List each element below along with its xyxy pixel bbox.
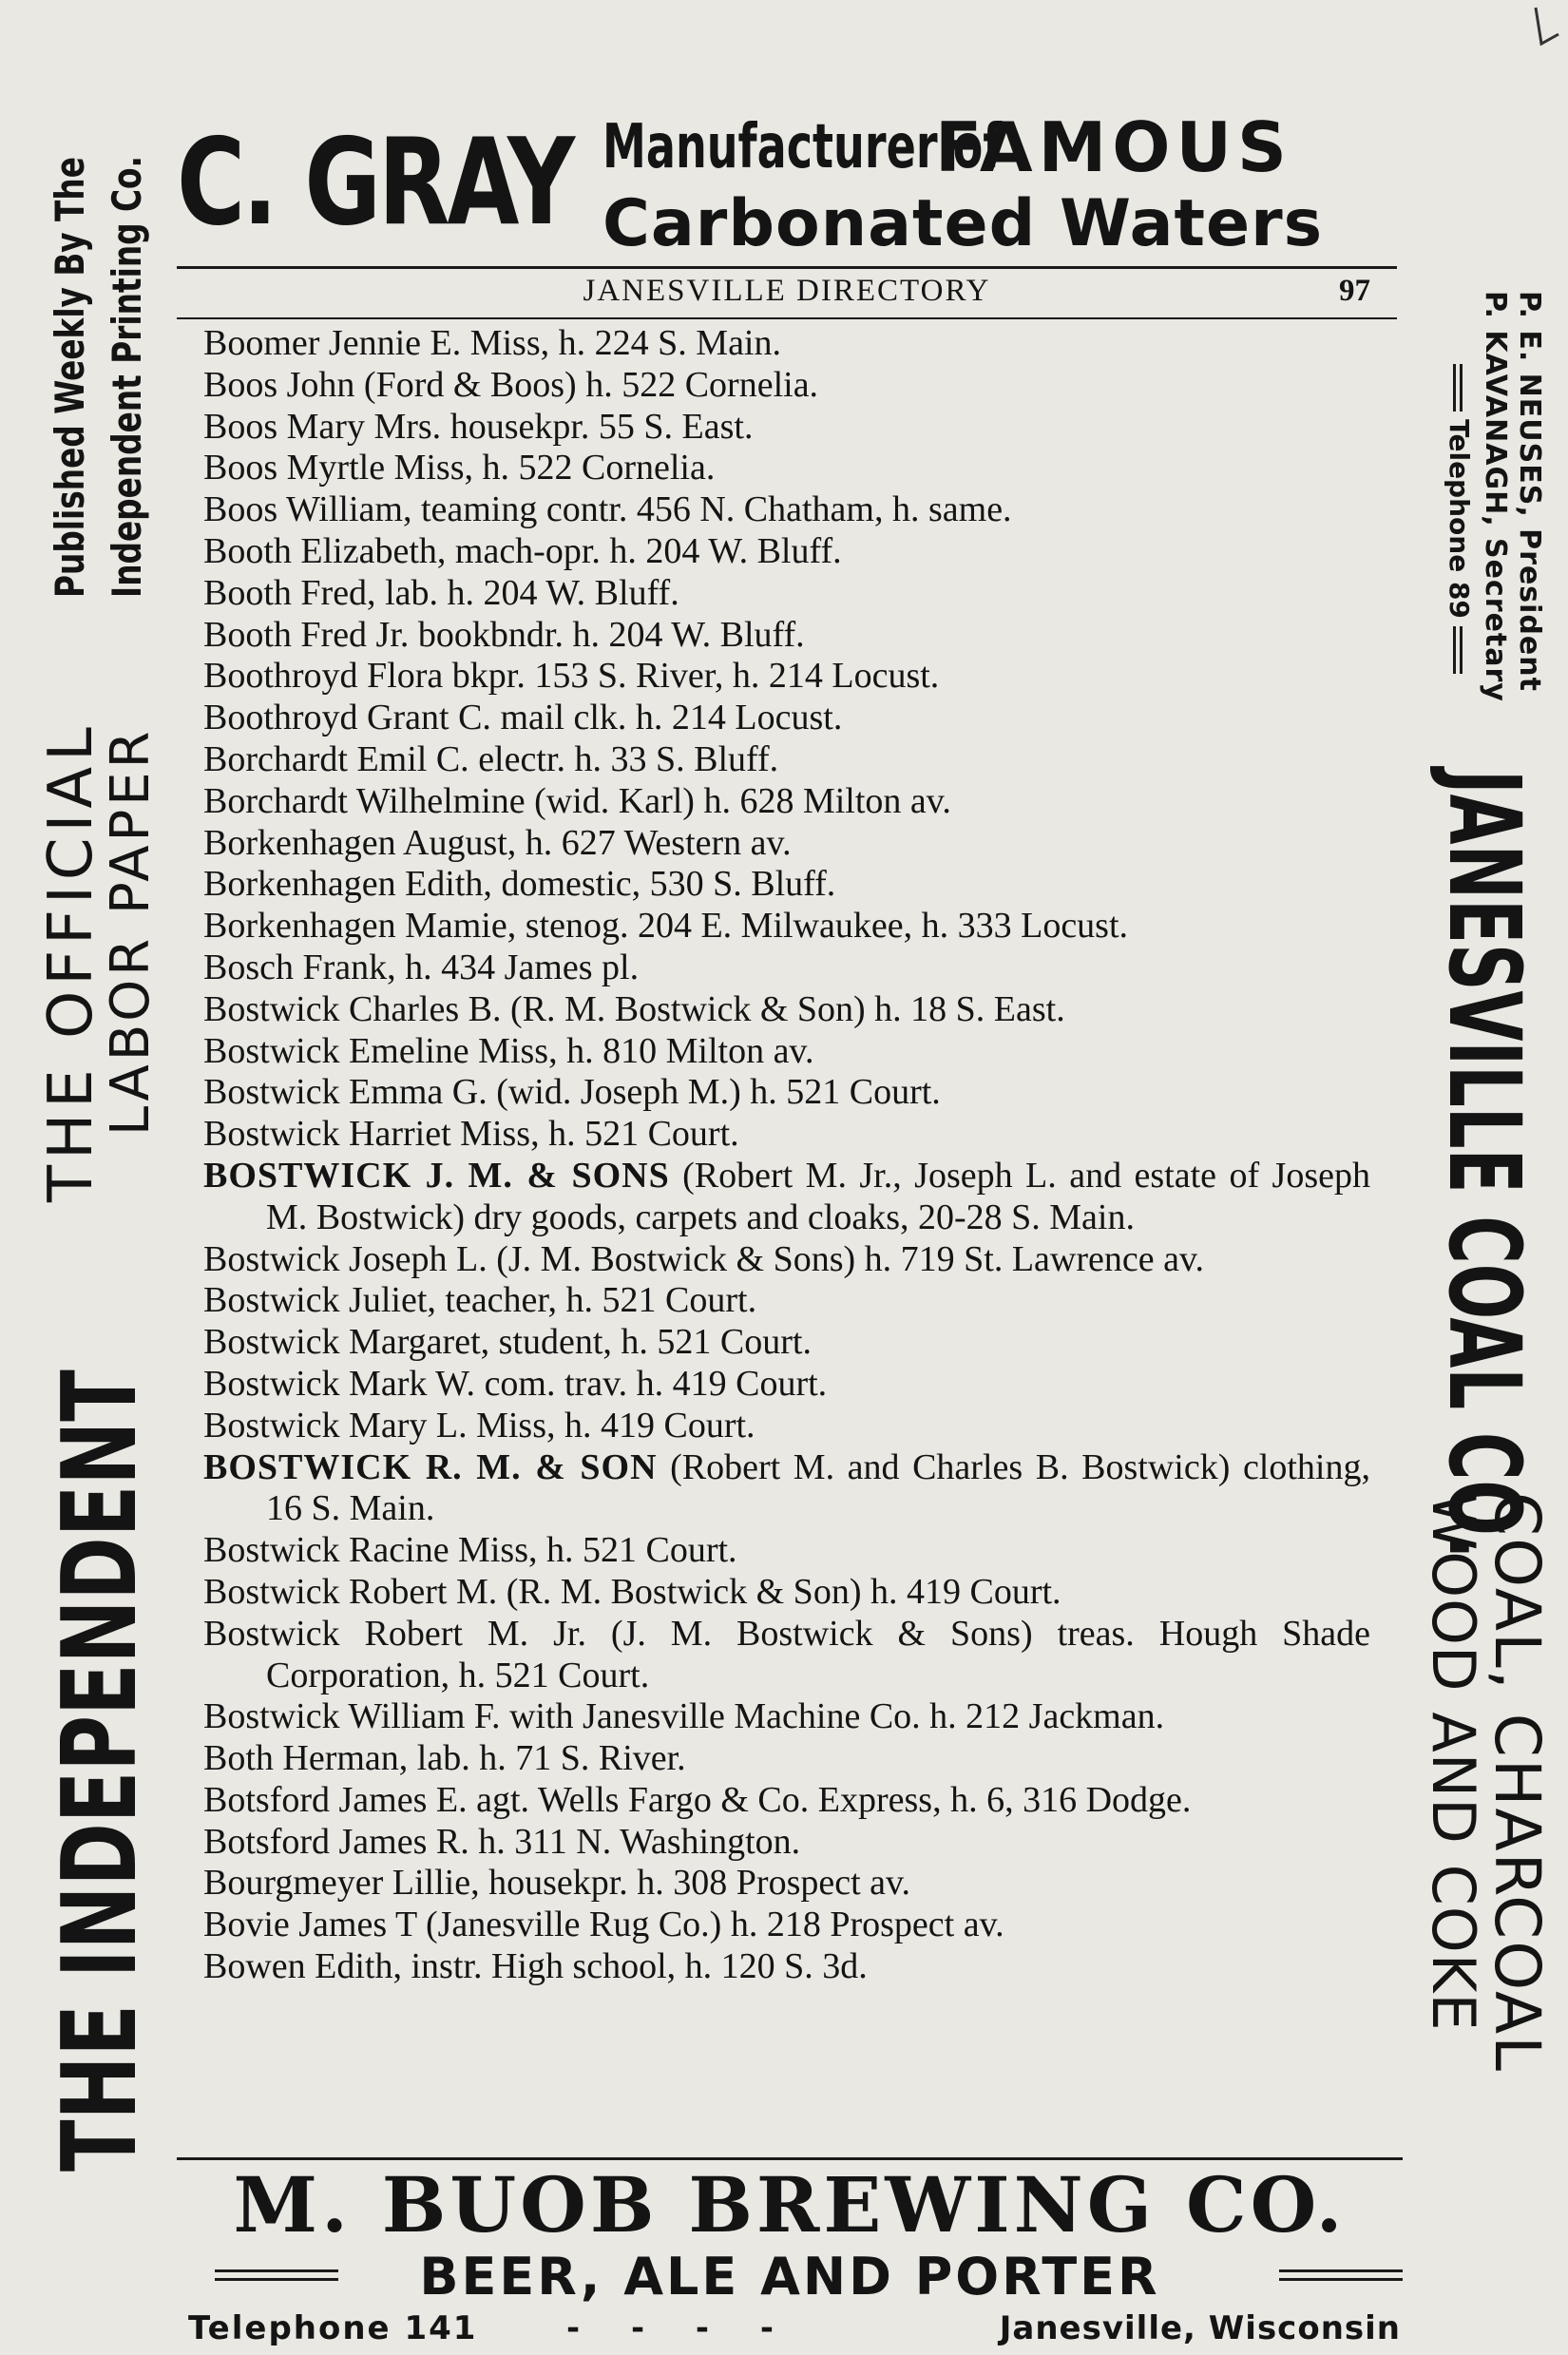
entry-name: Boothroyd Grant C. <box>203 698 491 738</box>
bottom-ad-dashes: - - - - <box>566 2309 774 2347</box>
directory-entry <box>203 864 1370 906</box>
bottom-ad-products: BEER, ALE AND PORTER <box>419 2247 1160 2307</box>
entry-name: Bourgmeyer Lillie, <box>203 1863 480 1904</box>
entry-details: instr. High school, h. 120 S. 3d. <box>411 1946 868 1987</box>
left-banner-official: THE OFFICIAL <box>36 721 106 1202</box>
entry-details: teaming contr. 456 N. Chatham, h. same. <box>420 489 1012 530</box>
header-rule-bottom <box>177 317 1397 319</box>
entry-details: h. 311 N. Washington. <box>478 1821 801 1862</box>
right-banner-products <box>1418 1492 1554 2167</box>
entry-name: Booth Elizabeth, <box>203 530 447 571</box>
entry-details: (J. M. Bostwick & Sons) treas. Hough Shade Corporation, h. 521 Court. <box>266 1613 1371 1695</box>
right-banner-telephone: Telephone 89 <box>1444 419 1475 619</box>
entry-details: (R. M. Bostwick & Son) h. 18 S. East. <box>509 988 1065 1029</box>
entry-name: Bostwick Robert M. Jr. <box>203 1613 586 1654</box>
entry-name: Borkenhagen Mamie, <box>203 906 517 947</box>
directory-entry <box>203 989 1370 1031</box>
entry-details: h. 224 S. Main. <box>558 323 781 363</box>
entry-name: Booth Fred, <box>203 572 376 613</box>
entry-name: Bovie James T <box>203 1905 417 1945</box>
entry-name: Bostwick Racine Miss, <box>203 1530 538 1571</box>
directory-entry <box>203 1156 1370 1239</box>
left-side-banner <box>36 155 162 2172</box>
right-banner-secretary: P. KAVANAGH, Secretary <box>1479 291 1512 702</box>
entry-name: Borchardt Emil C. <box>203 738 469 779</box>
entry-details: teacher, h. 521 Court. <box>445 1280 757 1321</box>
directory-entry <box>203 1406 1370 1447</box>
entry-details: (wid. Karl) h. 628 Milton av. <box>534 780 951 821</box>
directory-entry <box>203 739 1370 781</box>
bottom-ad-company-name: M. BUOB BREWING CO. <box>233 2160 1347 2250</box>
right-banner-products-line-1: COAL, CHARCOAL <box>1481 1492 1554 2073</box>
entry-name: Bostwick Harriet Miss, <box>203 1114 540 1155</box>
entry-details: stenog. 204 E. Milwaukee, h. 333 Locust. <box>525 906 1129 947</box>
entry-name: Bostwick Emma G. <box>203 1072 488 1113</box>
entry-details: lab. h. 204 W. Bluff. <box>385 572 679 613</box>
directory-entry <box>203 1822 1370 1864</box>
entry-details: lab. h. 71 S. River. <box>416 1738 686 1779</box>
entry-name: Botsford James R. <box>203 1821 469 1862</box>
left-banner-title: THE INDEPENDENT <box>41 1369 160 2172</box>
directory-entry <box>203 1572 1370 1614</box>
corner-pencil-mark <box>1532 6 1560 53</box>
directory-entry <box>203 1364 1370 1406</box>
right-banner-company: JANESVILLE COAL CO. <box>1426 770 1542 1560</box>
entry-details: h. 627 Western av. <box>525 822 792 863</box>
entry-details: housekpr. 55 S. East. <box>449 406 754 447</box>
right-banner-president: P. E. NEUSES, President <box>1513 291 1546 692</box>
entry-name: Bostwick William F. <box>203 1696 501 1737</box>
directory-entry <box>203 448 1370 489</box>
entry-name: Boos William, <box>203 489 412 530</box>
entry-name: Borkenhagen Edith, <box>203 864 492 905</box>
directory-entry <box>203 1530 1370 1572</box>
running-header-title: JANESVILLE DIRECTORY <box>583 274 991 308</box>
entry-name: Bostwick Joseph L. <box>203 1238 488 1279</box>
entry-name: Bostwick Charles B. <box>203 988 502 1029</box>
directory-entry <box>203 781 1370 823</box>
running-header <box>177 266 1397 321</box>
entry-details: domestic, 530 S. Bluff. <box>501 864 836 905</box>
top-ad-line-2: Carbonated Waters <box>602 186 1324 261</box>
left-banner-printing-co: Independent Printing Co. <box>104 155 150 598</box>
entry-details: bookbndr. h. 204 W. Bluff. <box>417 614 805 655</box>
entry-name: Bostwick Juliet, <box>203 1280 436 1321</box>
right-banner-officers <box>1418 291 1551 747</box>
top-advertisement <box>177 106 1397 266</box>
ornament-rule <box>1453 626 1463 674</box>
directory-entry <box>203 407 1370 449</box>
top-ad-line-1 <box>602 107 1292 187</box>
bottom-ad-location: Janesville, Wisconsin <box>999 2309 1401 2347</box>
ornament-rule-right <box>1279 2269 1403 2281</box>
header-rule-top <box>177 266 1397 269</box>
directory-entry <box>203 1863 1370 1905</box>
top-ad-manufacturer-text: Manufacturer of <box>602 112 1003 182</box>
entry-details: electr. h. 33 S. Bluff. <box>478 738 779 779</box>
entry-name: Bostwick Emeline Miss, <box>203 1030 558 1071</box>
entry-name: Bostwick Margaret, <box>203 1322 490 1363</box>
entry-details: (Robert M. and Charles B. Bostwick) clothing, 16 S. Main. <box>266 1446 1370 1529</box>
directory-entry <box>203 365 1370 407</box>
entry-details: h. 521 Court. <box>548 1114 739 1155</box>
directory-entry <box>203 906 1370 948</box>
entry-name: Borkenhagen August, <box>203 822 517 863</box>
entry-details: with Janesville Machine Co. h. 212 Jackman. <box>508 1696 1165 1737</box>
entry-name: Boos Myrtle Miss, <box>203 448 473 488</box>
entry-name: Bostwick Mary L. Miss, <box>203 1405 556 1446</box>
directory-entry <box>203 656 1370 698</box>
entry-details: student, h. 521 Court. <box>498 1322 812 1363</box>
directory-entry <box>203 1447 1370 1531</box>
directory-entry <box>203 823 1370 865</box>
entry-name: Boothroyd Flora <box>203 656 444 697</box>
right-side-banner <box>1418 285 1554 2167</box>
page-number: 97 <box>1339 274 1370 308</box>
entry-details: (J. M. Bostwick & Sons) h. 719 St. Lawrence av. <box>496 1238 1205 1279</box>
entry-business-name: BOSTWICK R. M. & SON <box>203 1446 658 1487</box>
entry-details: h. 521 Court. <box>545 1530 737 1571</box>
entry-name: Boomer Jennie E. Miss, <box>203 323 550 363</box>
directory-entry <box>203 1114 1370 1156</box>
entry-details: (Robert M. Jr., Joseph L. and estate of Joseph M. Bostwick) dry goods, carpets and cloaks, 20-28 S. Main. <box>266 1155 1370 1237</box>
directory-entry <box>203 948 1370 989</box>
bottom-advertisement <box>177 2157 1403 2347</box>
entry-details: h. 419 Court. <box>564 1405 755 1446</box>
entry-name: Borchardt Wilhelmine <box>203 780 526 821</box>
entry-details: agt. Wells Fargo & Co. Express, h. 6, 316 Dodge. <box>476 1779 1192 1820</box>
entry-name: Both Herman, <box>203 1738 409 1779</box>
right-banner-products-line-2: WOOD AND COKE <box>1419 1492 1488 2032</box>
left-banner-published-weekly: Published Weekly By The <box>47 157 93 598</box>
entry-name: Boos John <box>203 364 355 405</box>
directory-entry <box>203 1280 1370 1322</box>
entry-details: (Ford & Boos) h. 522 Cornelia. <box>363 364 819 405</box>
directory-entry <box>203 1696 1370 1738</box>
top-ad-company-name: C. GRAY <box>177 112 573 252</box>
directory-entry <box>203 573 1370 615</box>
directory-entry <box>203 1239 1370 1281</box>
directory-listings <box>203 323 1370 1988</box>
directory-entry <box>203 698 1370 739</box>
entry-details: mach-opr. h. 204 W. Bluff. <box>454 530 842 571</box>
directory-entry <box>203 1946 1370 1988</box>
entry-details: (wid. Joseph M.) h. 521 Court. <box>496 1072 941 1113</box>
directory-entry <box>203 1905 1370 1946</box>
entry-details: housekpr. h. 308 Prospect av. <box>488 1863 911 1904</box>
directory-entry <box>203 1322 1370 1364</box>
entry-name: Bowen Edith, <box>203 1946 402 1987</box>
directory-entry <box>203 1614 1370 1697</box>
bottom-ad-products-row <box>177 2249 1403 2306</box>
entry-name: Bostwick Robert M. <box>203 1571 498 1612</box>
directory-entry <box>203 1780 1370 1822</box>
entry-name: Botsford James E. <box>203 1779 468 1820</box>
bottom-ad-telephone: Telephone 141 <box>188 2309 478 2347</box>
directory-entry <box>203 489 1370 531</box>
entry-details: h. 522 Cornelia. <box>482 448 716 488</box>
entry-name: Boos Mary Mrs. <box>203 406 442 447</box>
left-banner-labor-paper: LABOR PAPER <box>100 727 162 1136</box>
directory-entry <box>203 1738 1370 1780</box>
entry-name: Bostwick Mark W. <box>203 1363 476 1404</box>
entry-business-name: BOSTWICK J. M. & SONS <box>203 1155 670 1196</box>
entry-details: h. 434 James pl. <box>405 947 640 987</box>
entry-details: h. 810 Milton av. <box>566 1030 814 1071</box>
right-banner-telephone-row <box>1443 291 1475 747</box>
entry-details: (R. M. Bostwick & Son) h. 419 Court. <box>506 1571 1061 1612</box>
directory-entry <box>203 1072 1370 1114</box>
entry-details: mail clk. h. 214 Locust. <box>500 698 843 738</box>
directory-entry <box>203 615 1370 657</box>
ornament-rule <box>1453 364 1463 412</box>
entry-name: Bosch Frank, <box>203 947 396 987</box>
directory-entry <box>203 323 1370 365</box>
entry-name: Booth Fred Jr. <box>203 614 410 655</box>
entry-details: (Janesville Rug Co.) h. 218 Prospect av. <box>425 1905 1004 1945</box>
directory-entry <box>203 1031 1370 1073</box>
top-ad-famous-text: FAMOUS <box>935 107 1292 187</box>
entry-details: bkpr. 153 S. River, h. 214 Locust. <box>451 656 940 697</box>
entry-details: com. trav. h. 419 Court. <box>484 1363 828 1404</box>
directory-entry <box>203 531 1370 573</box>
